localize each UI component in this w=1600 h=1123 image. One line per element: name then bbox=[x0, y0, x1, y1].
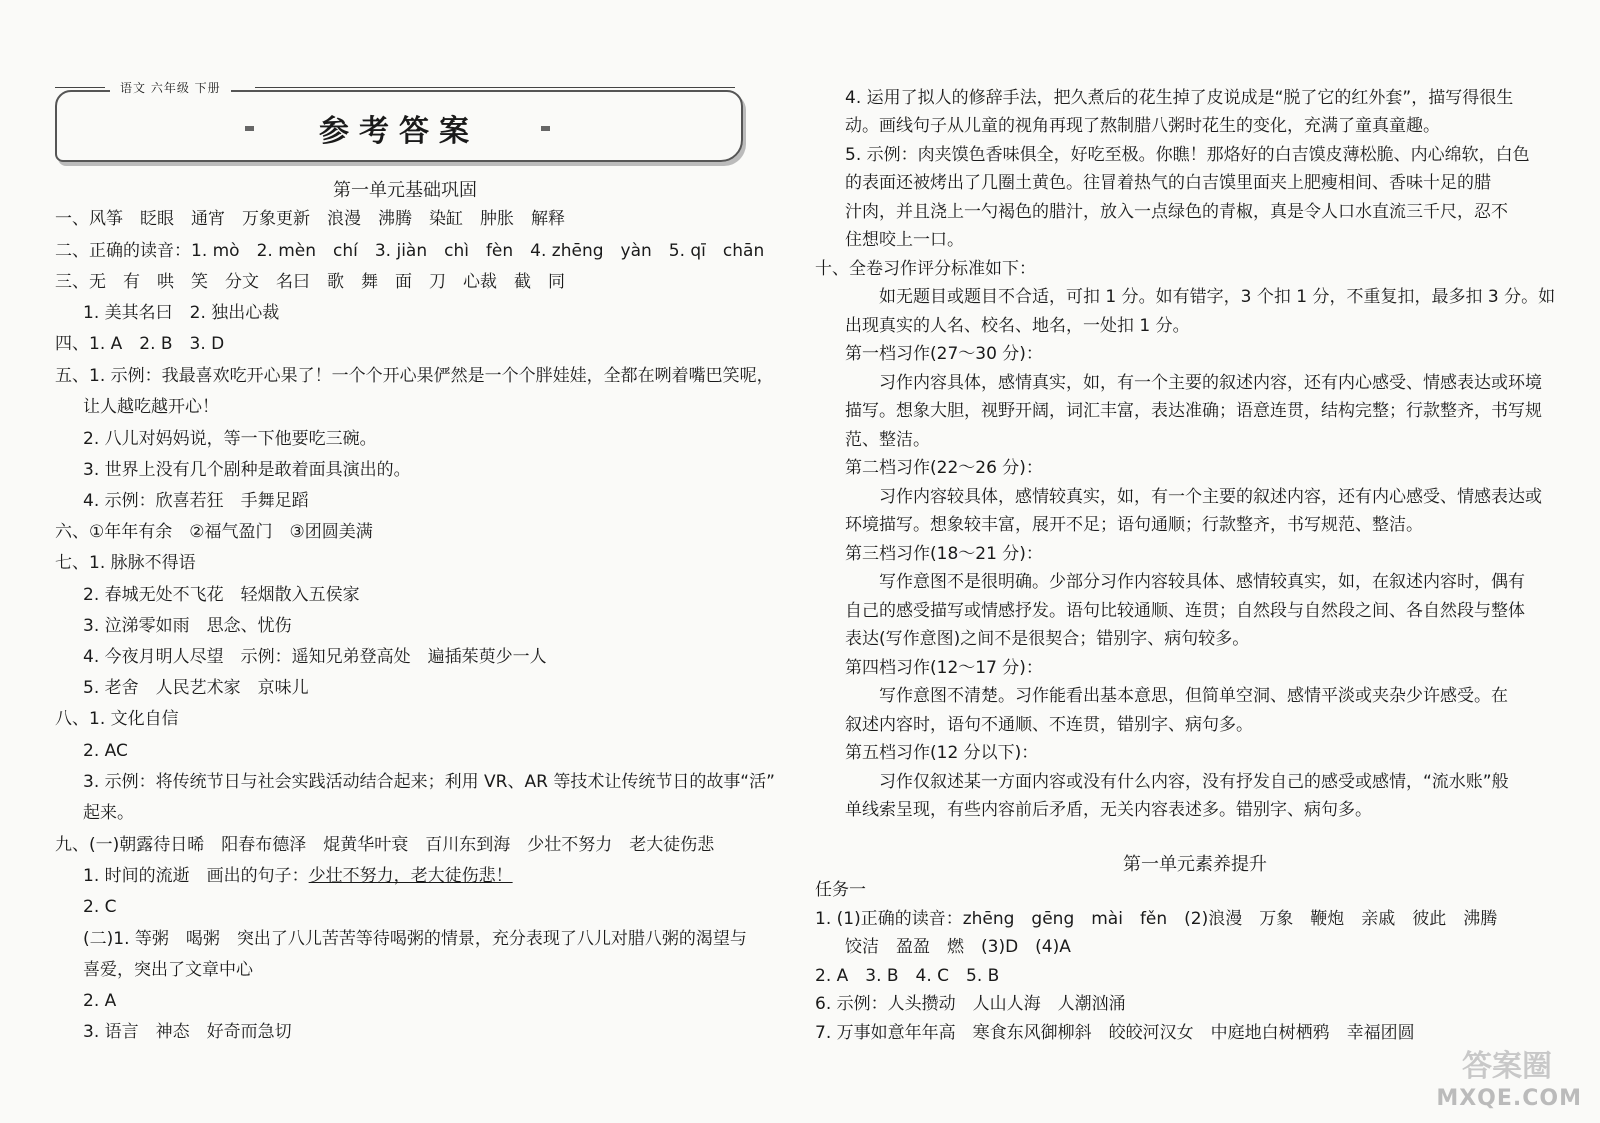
answer-line: 表达(写作意图)之间不是很契合；错别字、病句较多。 bbox=[845, 629, 1250, 649]
answer-line: 九、(一)朝露待日晞 阳春布德泽 焜黄华叶衰 百川东到海 少壮不努力 老大徒伤悲 bbox=[55, 835, 715, 855]
answer-line: 饺洁 盈盈 燃 (3)D (4)A bbox=[845, 937, 1071, 957]
header-frame bbox=[55, 90, 743, 162]
answer-line: 三、无 有 哄 笑 分文 名曰 歌 舞 面 刀 心裁 截 同 bbox=[55, 272, 565, 292]
answer-line bbox=[83, 864, 513, 888]
answer-line: 习作内容较具体，感情较真实，如，有一个主要的叙述内容，还有内心感受、情感表达或 bbox=[879, 487, 1542, 507]
answer-line: 出现真实的人名、校名、地名，一处扣 1 分。 bbox=[845, 316, 1190, 336]
answer-line: 2. C bbox=[83, 897, 117, 917]
answer-line: 3. 世界上没有几个剧种是敢着面具演出的。 bbox=[83, 460, 411, 480]
answer-line-text: 1. 时间的流逝 画出的句子： bbox=[83, 866, 309, 886]
answer-line: 一、风筝 眨眼 通宵 万象更新 浪漫 沸腾 染缸 肿胀 解释 bbox=[55, 209, 565, 229]
section-title-literacy: 第一单元素养提升 bbox=[1123, 854, 1267, 875]
answer-line: 六、①年年有余 ②福气盈门 ③团圆美满 bbox=[55, 522, 373, 542]
answer-line: 四、1. A 2. B 3. D bbox=[55, 334, 225, 354]
answer-line: 2. AC bbox=[83, 741, 128, 761]
answer-line: 二、正确的读音：1. mò 2. mèn chí 3. jiàn chì fèn 4. zhēng yàn 5. qī chān bbox=[55, 241, 765, 261]
answer-line: 七、1. 脉脉不得语 bbox=[55, 553, 196, 573]
answer-line: 如无题目或题目不合适，可扣 1 分。如有错字，3 个扣 1 分，不重复扣，最多扣 3 分。如 bbox=[879, 287, 1556, 307]
answer-line: 5. 老舍 人民艺术家 京味儿 bbox=[83, 678, 309, 698]
watermark-site: MXQE.COM bbox=[1436, 1086, 1582, 1111]
answer-line: 单线索呈现，有些内容前后矛盾，无关内容表述多。错别字、病句多。 bbox=[845, 800, 1372, 820]
answer-line: 2. 春城无处不飞花 轻烟散入五侯家 bbox=[83, 585, 360, 605]
answer-line: 的表面还被烤出了几圈土黄色。往冒着热气的白吉馍里面夹上肥瘦相间、香味十足的腊 bbox=[845, 173, 1491, 193]
answer-line: 第四档习作(12～17 分)： bbox=[845, 658, 1043, 678]
watermark bbox=[1392, 1049, 1592, 1117]
answer-line: 动。画线句子从儿童的视角再现了熬制腊八粥时花生的变化，充满了童真童趣。 bbox=[845, 116, 1440, 136]
answer-line: 住想咬上一口。 bbox=[845, 230, 964, 250]
answer-line: 十、全卷习作评分标准如下： bbox=[815, 259, 1036, 279]
answer-line: 写作意图不是很明确。少部分习作内容较具体、感情较真实，如，在叙述内容时，偶有 bbox=[879, 572, 1525, 592]
watermark-brand: 答案圈 bbox=[1462, 1049, 1552, 1084]
task-label: 任务一 bbox=[815, 880, 866, 900]
answer-line: 第五档习作(12 分以下)： bbox=[845, 743, 1039, 763]
book-info: 语文 六年级 下册 bbox=[110, 79, 231, 96]
answer-line: 3. 语言 神态 好奇而急切 bbox=[83, 1022, 292, 1042]
answer-line: 4. 运用了拟人的修辞手法，把久煮后的花生掉了皮说成是“脱了它的红外套”，描写得很生 bbox=[845, 88, 1514, 108]
answer-line: 1. 美其名曰 2. 独出心裁 bbox=[83, 303, 280, 323]
answer-line: 五、1. 示例：我最喜欢吃开心果了！一个个开心果俨然是一个个胖娃娃，全都在咧着嘴巴笑呢， bbox=[55, 366, 774, 386]
answer-line: 第二档习作(22～26 分)： bbox=[845, 458, 1043, 478]
answer-line: 4. 示例：欣喜若狂 手舞足蹈 bbox=[83, 491, 309, 511]
book-info-bar bbox=[55, 78, 745, 98]
answer-line: 2. 八儿对妈妈说，等一下他要吃三碗。 bbox=[83, 429, 377, 449]
answer-line: 八、1. 文化自信 bbox=[55, 709, 179, 729]
answer-line: 环境描写。想象较丰富，展开不足；语句通顺；行款整齐，书写规范、整洁。 bbox=[845, 515, 1423, 535]
answer-line: 叙述内容时，语句不通顺、不连贯，错别字、病句多。 bbox=[845, 715, 1253, 735]
answer-line: 习作仅叙述某一方面内容或没有什么内容，没有抒发自己的感受或感情，“流水账”般 bbox=[879, 772, 1509, 792]
answer-line: 5. 示例：肉夹馍色香味俱全，好吃至极。你瞧！那烙好的白吉馍皮薄松脆、内心绵软，白色 bbox=[845, 145, 1530, 165]
answer-line: 第三档习作(18～21 分)： bbox=[845, 544, 1043, 564]
page-title: 参考答案 bbox=[319, 114, 479, 149]
answer-line: 1. (1)正确的读音：zhēng gēng mài fěn (2)浪漫 万象 鞭炮 亲戚 彼此 沸腾 bbox=[815, 909, 1498, 929]
answer-line: 写作意图不清楚。习作能看出基本意思，但简单空洞、感情平淡或夹杂少许感受。在 bbox=[879, 686, 1508, 706]
answer-line: (二)1. 等粥 喝粥 突出了八儿苦苦等待喝粥的情景，充分表现了八儿对腊八粥的渴望与 bbox=[83, 929, 747, 949]
answer-line: 6. 示例：人头攒动 人山人海 人潮汹涌 bbox=[815, 994, 1126, 1014]
answer-line: 描写。想象大胆，视野开阔，词汇丰富，表达准确；语意连贯，结构完整；行款整齐，书写规 bbox=[845, 401, 1542, 421]
answer-line: 喜爱，突出了文章中心 bbox=[83, 960, 253, 980]
header-dot-right bbox=[541, 126, 550, 131]
answer-line: 3. 泣涕零如雨 思念、忧伤 bbox=[83, 616, 292, 636]
answer-line: 2. A 3. B 4. C 5. B bbox=[815, 966, 1000, 986]
answer-line: 汁肉，并且浇上一勺褐色的腊汁，放入一点绿色的青椒，真是令人口水直流三千尺，忍不 bbox=[845, 202, 1508, 222]
answer-line: 自己的感受描写或情感抒发。语句比较通顺、连贯；自然段与自然段之间、各自然段与整体 bbox=[845, 601, 1525, 621]
answer-line: 第一档习作(27～30 分)： bbox=[845, 344, 1043, 364]
answer-line: 让人越吃越开心！ bbox=[83, 397, 219, 417]
section-title-basics: 第一单元基础巩固 bbox=[333, 180, 477, 201]
answer-line: 起来。 bbox=[83, 803, 134, 823]
answer-line: 2. A bbox=[83, 991, 117, 1011]
answer-line: 7. 万事如意年年高 寒食东风御柳斜 皎皎河汉女 中庭地白树栖鸦 幸福团圆 bbox=[815, 1023, 1415, 1043]
answer-line: 3. 示例：将传统节日与社会实践活动结合起来；利用 VR、AR 等技术让传统节日的故事“活” bbox=[83, 772, 775, 792]
answer-line: 习作内容具体，感情真实，如，有一个主要的叙述内容，还有内心感受、情感表达或环境 bbox=[879, 373, 1542, 393]
underlined-sentence: 少壮不努力，老大徒伤悲！ bbox=[308, 866, 513, 886]
answer-line: 范、整洁。 bbox=[845, 430, 930, 450]
answer-line: 4. 今夜月明人尽望 示例：遥知兄弟登高处 遍插茱萸少一人 bbox=[83, 647, 547, 667]
answer-header bbox=[55, 78, 745, 164]
